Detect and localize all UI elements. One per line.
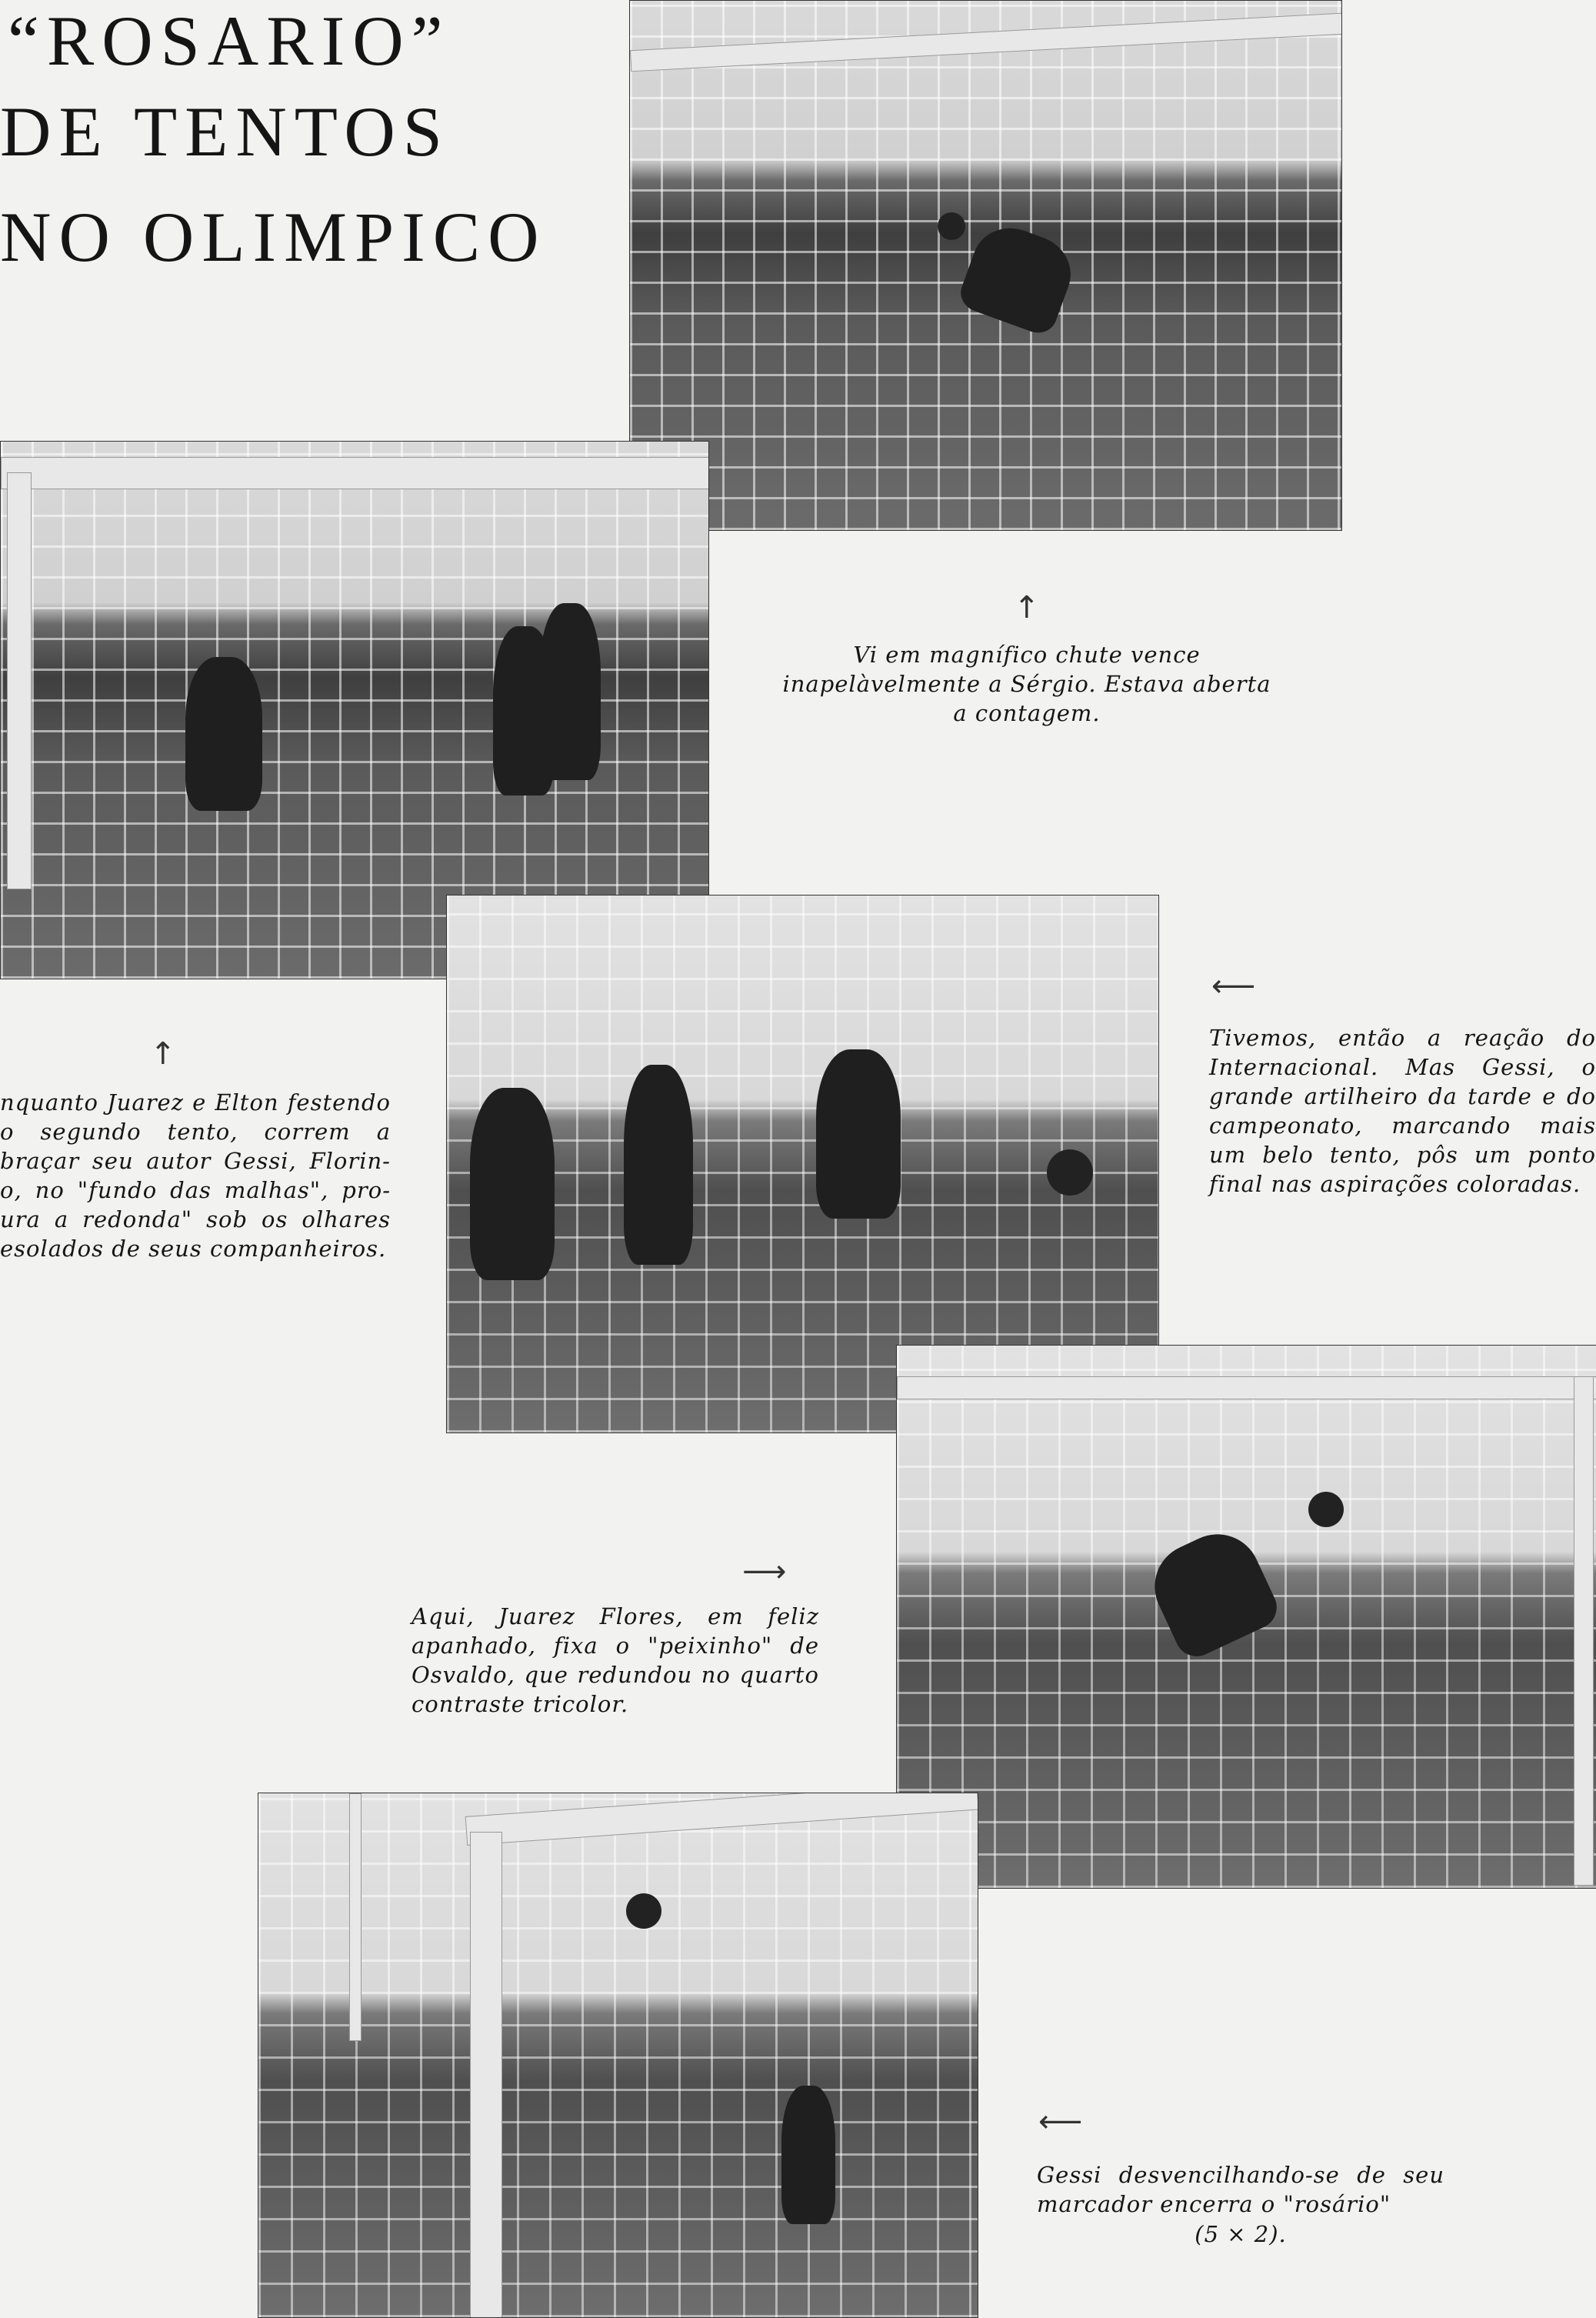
- caption-fourth-goal: Aqui, Juarez Flores, em feliz apanhado, fixa o "peixinho" de Osvaldo, que redundou no quarto contraste tricolor.: [411, 1603, 819, 1717]
- caption-final-score: (5 × 2).: [1195, 2221, 1287, 2247]
- arrow-left-icon-2: ⟵: [1038, 2104, 1083, 2140]
- photo-goalkeeper-dive-2: [896, 1345, 1596, 1889]
- caption-second-goal: nquanto Juarez e Elton festendo o segundo tento, correm a braçar seu autor Gessi, Florin-o, no "fundo das malhas", pro-ura a redonda" sob os olhares esolados de seus companheiros.: [0, 1089, 391, 1262]
- caption-first-goal: Vi em magnífico chute vence inapelàvelmente a Sérgio. Estava aberta a contagem.: [782, 642, 1271, 726]
- headline-line-2: DE TENTOS: [0, 92, 450, 171]
- arrow-up-icon-2: ↑: [150, 1036, 176, 1072]
- arrow-up-icon: ↑: [1014, 590, 1040, 625]
- arrow-right-icon: ⟶: [742, 1554, 787, 1589]
- headline-line-1: “ROSARIO”: [8, 2, 451, 80]
- caption-final-goal: Gessi desvencilhando-se de seu marcador encerra o "rosário": [1037, 2162, 1444, 2217]
- photo-goalkeeper-dive-1: [629, 0, 1342, 531]
- headline-line-3: NO OLIMPICO: [0, 198, 547, 276]
- caption-third-goal: Tivemos, então a reação do Internacional. Mas Gessi, o grande artilheiro da tarde e do campeonato, marcando mais um belo tento, pôs um ponto final nas aspirações coloradas.: [1209, 1025, 1596, 1197]
- arrow-left-icon: ⟵: [1211, 969, 1256, 1004]
- photo-final-goal: [258, 1793, 978, 2318]
